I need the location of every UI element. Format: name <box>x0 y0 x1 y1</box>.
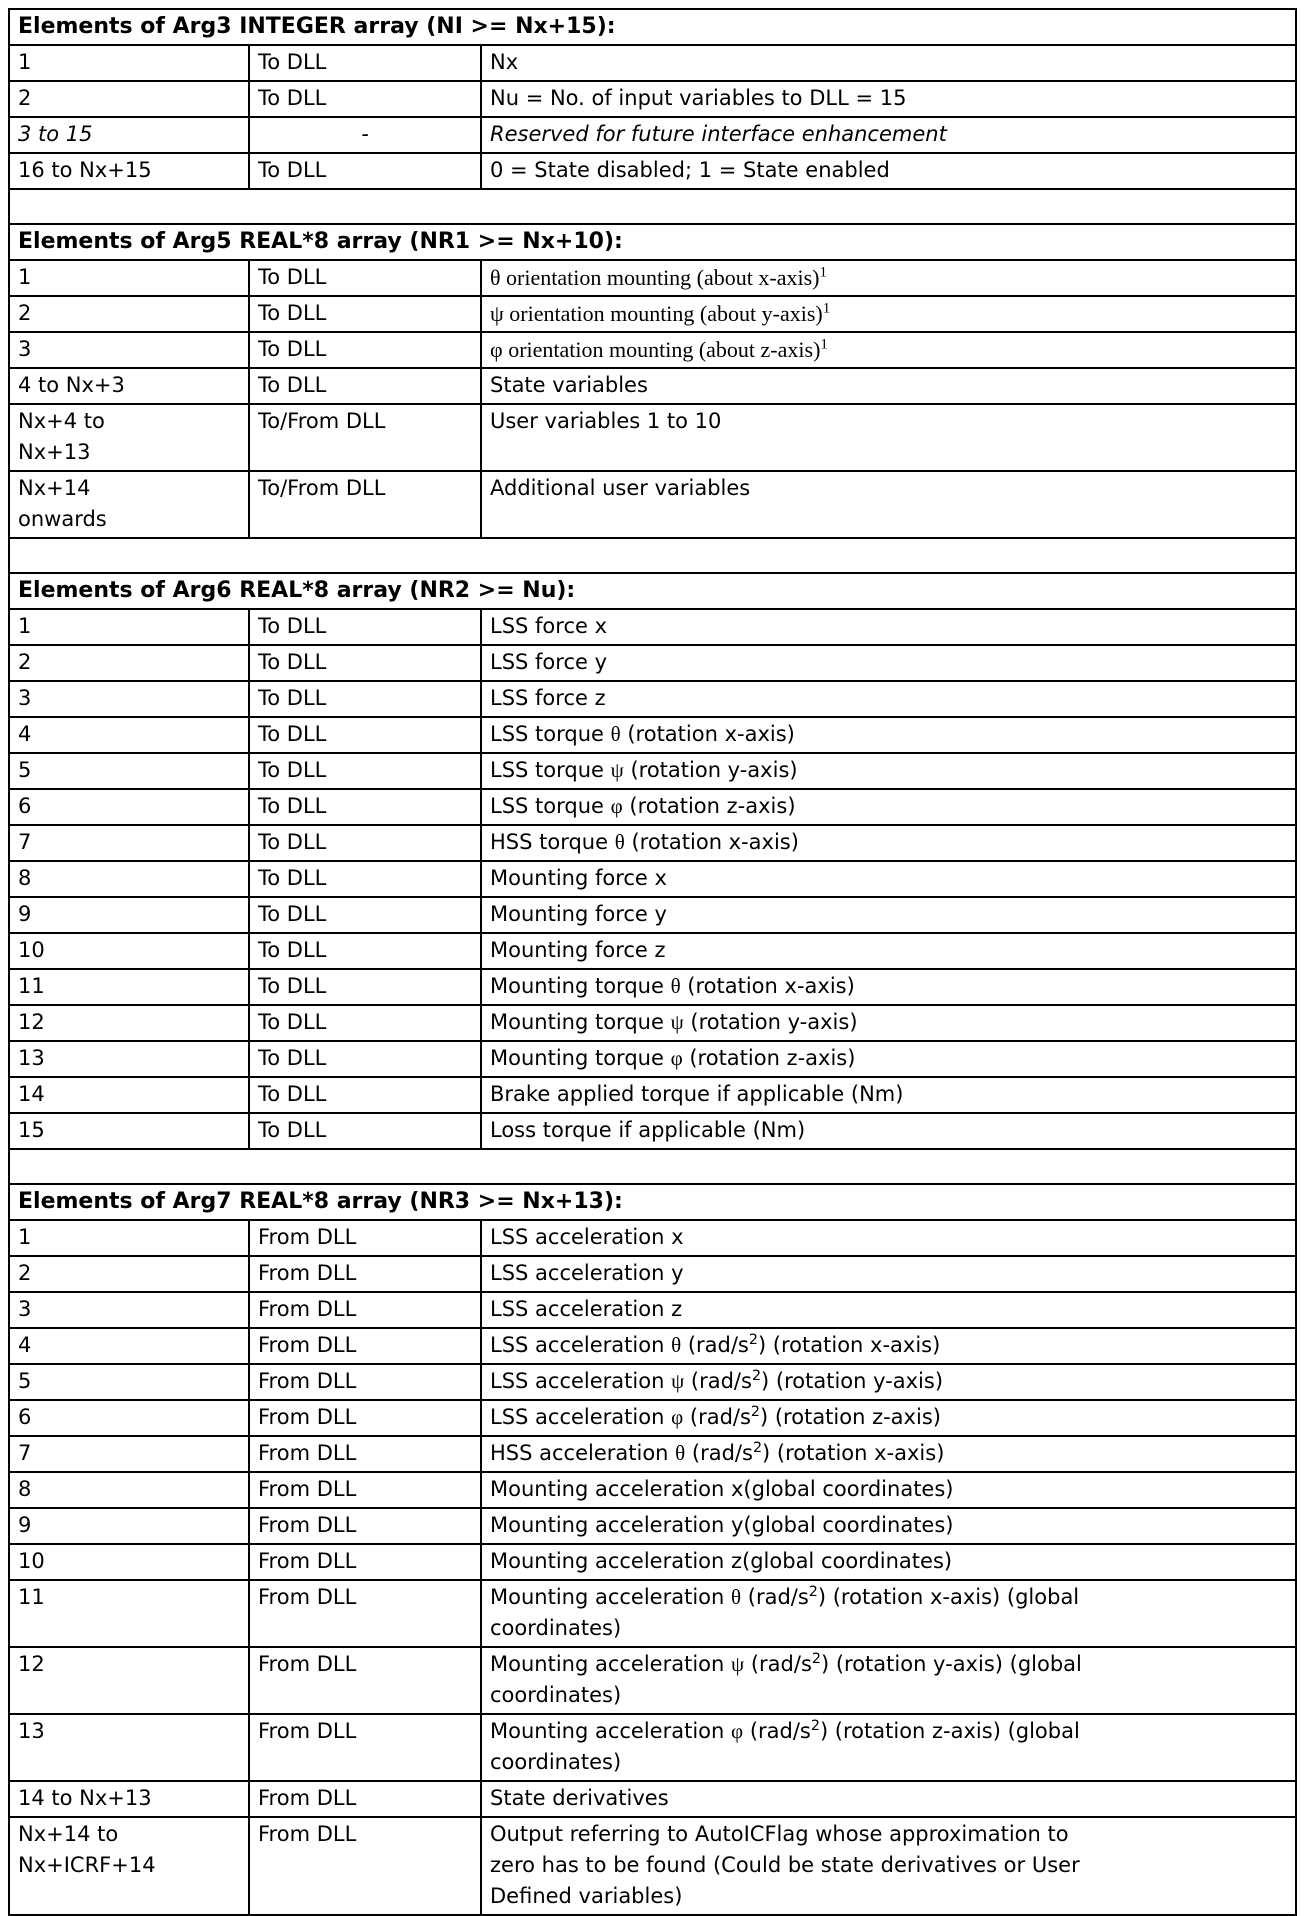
table-row <box>9 1544 1296 1580</box>
element-cell: 1 <box>9 260 249 296</box>
direction-cell: From DLL <box>249 1817 481 1915</box>
table-row <box>9 1256 1296 1292</box>
element-cell: 14 <box>9 1077 249 1113</box>
direction-cell: To DLL <box>249 897 481 933</box>
description-cell: LSS force z <box>481 681 1296 717</box>
direction-cell: To DLL <box>249 296 481 332</box>
element-cell: Nx+4 to Nx+13 <box>9 404 249 471</box>
direction-cell: From DLL <box>249 1647 481 1714</box>
table-title: Elements of Arg6 REAL*8 array (NR2 >= Nu): <box>9 573 1296 609</box>
description-cell: LSS torque θ (rotation x-axis) <box>481 717 1296 753</box>
description-cell: LSS acceleration z <box>481 1292 1296 1328</box>
greek-symbol: θ <box>610 722 621 746</box>
direction-cell: To DLL <box>249 153 481 189</box>
direction-cell: To/From DLL <box>249 471 481 538</box>
description-cell: HSS acceleration θ $(rad/s^2)$ (rotation x-axis) <box>481 1436 1296 1472</box>
description-cell: Mounting acceleration θ $(rad/s^2)$ (rotation x-axis) (global coordinates) <box>481 1580 1296 1647</box>
table-row <box>9 1077 1296 1113</box>
table-gap <box>8 539 1297 572</box>
direction-cell: From DLL <box>249 1472 481 1508</box>
element-cell: 4 to Nx+3 <box>9 368 249 404</box>
table-header-row <box>9 224 1296 260</box>
description-cell: HSS torque θ (rotation x-axis) <box>481 825 1296 861</box>
direction-cell: To DLL <box>249 332 481 368</box>
direction-cell: To/From DLL <box>249 404 481 471</box>
greek-symbol: φ <box>610 794 623 818</box>
direction-cell: From DLL <box>249 1714 481 1781</box>
direction-cell: To DLL <box>249 1077 481 1113</box>
element-cell: 6 <box>9 1400 249 1436</box>
element-cell: 16 to Nx+15 <box>9 153 249 189</box>
greek-symbol: ψ <box>670 1010 684 1034</box>
table-row <box>9 471 1296 538</box>
greek-symbol: φ <box>731 1719 744 1743</box>
description-cell: LSS torque ψ (rotation y-axis) <box>481 753 1296 789</box>
description-cell: Output referring to AutoICFlag whose approximation to zero has to be found (Could be state derivatives or User Defined variables) <box>481 1817 1296 1915</box>
greek-symbol: θ <box>675 1441 686 1465</box>
description-cell: Additional user variables <box>481 471 1296 538</box>
direction-cell: From DLL <box>249 1256 481 1292</box>
table-gap <box>8 190 1297 223</box>
description-cell: φ orientation mounting (about z-axis)$^1$ <box>481 332 1296 368</box>
description-cell: LSS torque φ (rotation z-axis) <box>481 789 1296 825</box>
element-cell: 12 <box>9 1647 249 1714</box>
table-row <box>9 969 1296 1005</box>
element-cell: 3 to 15 <box>9 117 249 153</box>
direction-cell: To DLL <box>249 45 481 81</box>
table-header-row <box>9 9 1296 45</box>
table-row <box>9 1580 1296 1647</box>
description-cell: Mounting acceleration ψ $(rad/s^2)$ (rotation y-axis) (global coordinates) <box>481 1647 1296 1714</box>
direction-cell: To DLL <box>249 609 481 645</box>
table-row <box>9 717 1296 753</box>
direction-cell: From DLL <box>249 1580 481 1647</box>
direction-cell: From DLL <box>249 1508 481 1544</box>
description-cell: State variables <box>481 368 1296 404</box>
element-cell: 10 <box>9 933 249 969</box>
description-cell: Mounting force y <box>481 897 1296 933</box>
greek-symbol: φ <box>671 1405 684 1429</box>
table-title: Elements of Arg7 REAL*8 array (NR3 >= Nx+13): <box>9 1184 1296 1220</box>
arg6-real8-array-table <box>8 572 1297 1150</box>
element-cell: 3 <box>9 332 249 368</box>
direction-cell: To DLL <box>249 81 481 117</box>
arg3-integer-array-table <box>8 8 1297 190</box>
description-cell: Mounting torque ψ (rotation y-axis) <box>481 1005 1296 1041</box>
element-cell: 11 <box>9 969 249 1005</box>
element-cell: 2 <box>9 645 249 681</box>
element-cell: 13 <box>9 1041 249 1077</box>
direction-cell: To DLL <box>249 645 481 681</box>
table-title: Elements of Arg3 INTEGER array (NI >= Nx+15): <box>9 9 1296 45</box>
greek-symbol: θ <box>670 974 681 998</box>
table-row <box>9 645 1296 681</box>
direction-cell: From DLL <box>249 1292 481 1328</box>
element-cell: Nx+14 to Nx+ICRF+14 <box>9 1817 249 1915</box>
description-cell: Mounting force z <box>481 933 1296 969</box>
description-cell: Reserved for future interface enhancement <box>481 117 1296 153</box>
greek-symbol: ψ <box>610 758 624 782</box>
description-cell: 0 = State disabled; 1 = State enabled <box>481 153 1296 189</box>
table-row <box>9 861 1296 897</box>
description-cell: Mounting acceleration φ $(rad/s^2)$ (rotation z-axis) (global coordinates) <box>481 1714 1296 1781</box>
direction-cell: From DLL <box>249 1328 481 1364</box>
description-cell: Mounting acceleration z(global coordinates) <box>481 1544 1296 1580</box>
arg7-real8-array-table <box>8 1183 1297 1916</box>
table-row <box>9 81 1296 117</box>
direction-cell: From DLL <box>249 1364 481 1400</box>
direction-cell: - <box>249 117 481 153</box>
description-cell: θ orientation mounting (about x-axis)$^1$ <box>481 260 1296 296</box>
element-cell: 8 <box>9 1472 249 1508</box>
table-row <box>9 260 1296 296</box>
element-cell: 13 <box>9 1714 249 1781</box>
description-cell: LSS acceleration ψ $(rad/s^2)$ (rotation y-axis) <box>481 1364 1296 1400</box>
greek-symbol: φ <box>670 1046 683 1070</box>
table-row <box>9 1781 1296 1817</box>
element-cell: 7 <box>9 1436 249 1472</box>
description-cell: User variables 1 to 10 <box>481 404 1296 471</box>
element-cell: 2 <box>9 1256 249 1292</box>
element-cell: 5 <box>9 1364 249 1400</box>
description-cell: LSS acceleration φ $(rad/s^2)$ (rotation z-axis) <box>481 1400 1296 1436</box>
direction-cell: To DLL <box>249 789 481 825</box>
direction-cell: To DLL <box>249 825 481 861</box>
table-row <box>9 332 1296 368</box>
direction-cell: From DLL <box>249 1781 481 1817</box>
description-cell: Mounting acceleration y(global coordinates) <box>481 1508 1296 1544</box>
table-row <box>9 296 1296 332</box>
direction-cell: From DLL <box>249 1400 481 1436</box>
table-row <box>9 609 1296 645</box>
table-row <box>9 45 1296 81</box>
description-cell: Mounting torque θ (rotation x-axis) <box>481 969 1296 1005</box>
table-row <box>9 1400 1296 1436</box>
element-cell: 15 <box>9 1113 249 1149</box>
table-row <box>9 1292 1296 1328</box>
description-cell: Loss torque if applicable (Nm) <box>481 1113 1296 1149</box>
table-row <box>9 825 1296 861</box>
element-cell: 10 <box>9 1544 249 1580</box>
direction-cell: To DLL <box>249 861 481 897</box>
description-cell: Mounting acceleration x(global coordinates) <box>481 1472 1296 1508</box>
table-row <box>9 1472 1296 1508</box>
description-cell: LSS acceleration y <box>481 1256 1296 1292</box>
greek-symbol: θ <box>614 830 625 854</box>
element-cell: 5 <box>9 753 249 789</box>
direction-cell: To DLL <box>249 969 481 1005</box>
element-cell: 14 to Nx+13 <box>9 1781 249 1817</box>
direction-cell: To DLL <box>249 933 481 969</box>
description-cell: Mounting torque φ (rotation z-axis) <box>481 1041 1296 1077</box>
element-cell: 12 <box>9 1005 249 1041</box>
table-row <box>9 1364 1296 1400</box>
description-cell: LSS acceleration x <box>481 1220 1296 1256</box>
greek-symbol: ψ <box>671 1369 685 1393</box>
element-cell: 3 <box>9 681 249 717</box>
table-row <box>9 1113 1296 1149</box>
element-cell: 8 <box>9 861 249 897</box>
direction-cell: From DLL <box>249 1544 481 1580</box>
greek-symbol: ψ <box>731 1652 745 1676</box>
direction-cell: To DLL <box>249 1041 481 1077</box>
table-row <box>9 117 1296 153</box>
element-cell: 1 <box>9 609 249 645</box>
direction-cell: To DLL <box>249 1113 481 1149</box>
table-row <box>9 753 1296 789</box>
table-row <box>9 1436 1296 1472</box>
arg5-real8-array-table <box>8 223 1297 539</box>
element-cell: 9 <box>9 1508 249 1544</box>
element-cell: 1 <box>9 45 249 81</box>
table-row <box>9 1817 1296 1915</box>
direction-cell: To DLL <box>249 753 481 789</box>
element-cell: 2 <box>9 81 249 117</box>
description-cell: LSS force y <box>481 645 1296 681</box>
element-cell: 4 <box>9 717 249 753</box>
description-cell: Nx <box>481 45 1296 81</box>
direction-cell: To DLL <box>249 717 481 753</box>
table-row <box>9 789 1296 825</box>
table-header-row <box>9 1184 1296 1220</box>
element-cell: 6 <box>9 789 249 825</box>
direction-cell: From DLL <box>249 1436 481 1472</box>
table-row <box>9 1714 1296 1781</box>
table-title: Elements of Arg5 REAL*8 array (NR1 >= Nx+10): <box>9 224 1296 260</box>
table-row <box>9 1647 1296 1714</box>
table-gap <box>8 1150 1297 1183</box>
direction-cell: To DLL <box>249 260 481 296</box>
table-row <box>9 933 1296 969</box>
table-row <box>9 1220 1296 1256</box>
description-cell: Mounting force x <box>481 861 1296 897</box>
greek-symbol: θ <box>671 1333 682 1357</box>
table-row <box>9 1005 1296 1041</box>
description-cell: LSS acceleration θ $(rad/s^2)$ (rotation x-axis) <box>481 1328 1296 1364</box>
table-header-row <box>9 573 1296 609</box>
element-cell: 4 <box>9 1328 249 1364</box>
description-cell: State derivatives <box>481 1781 1296 1817</box>
element-cell: 2 <box>9 296 249 332</box>
direction-cell: To DLL <box>249 368 481 404</box>
table-row <box>9 404 1296 471</box>
element-cell: 1 <box>9 1220 249 1256</box>
table-row <box>9 681 1296 717</box>
table-row <box>9 368 1296 404</box>
element-cell: Nx+14 onwards <box>9 471 249 538</box>
table-row <box>9 153 1296 189</box>
description-cell: LSS force x <box>481 609 1296 645</box>
table-row <box>9 897 1296 933</box>
description-cell: ψ orientation mounting (about y-axis)$^1$ <box>481 296 1296 332</box>
greek-symbol: θ <box>731 1585 742 1609</box>
element-cell: 9 <box>9 897 249 933</box>
table-row <box>9 1508 1296 1544</box>
element-cell: 7 <box>9 825 249 861</box>
direction-cell: To DLL <box>249 1005 481 1041</box>
direction-cell: To DLL <box>249 681 481 717</box>
element-cell: 3 <box>9 1292 249 1328</box>
description-cell: Nu = No. of input variables to DLL = 15 <box>481 81 1296 117</box>
element-cell: 11 <box>9 1580 249 1647</box>
description-cell: Brake applied torque if applicable (Nm) <box>481 1077 1296 1113</box>
direction-cell: From DLL <box>249 1220 481 1256</box>
table-row <box>9 1328 1296 1364</box>
table-row <box>9 1041 1296 1077</box>
